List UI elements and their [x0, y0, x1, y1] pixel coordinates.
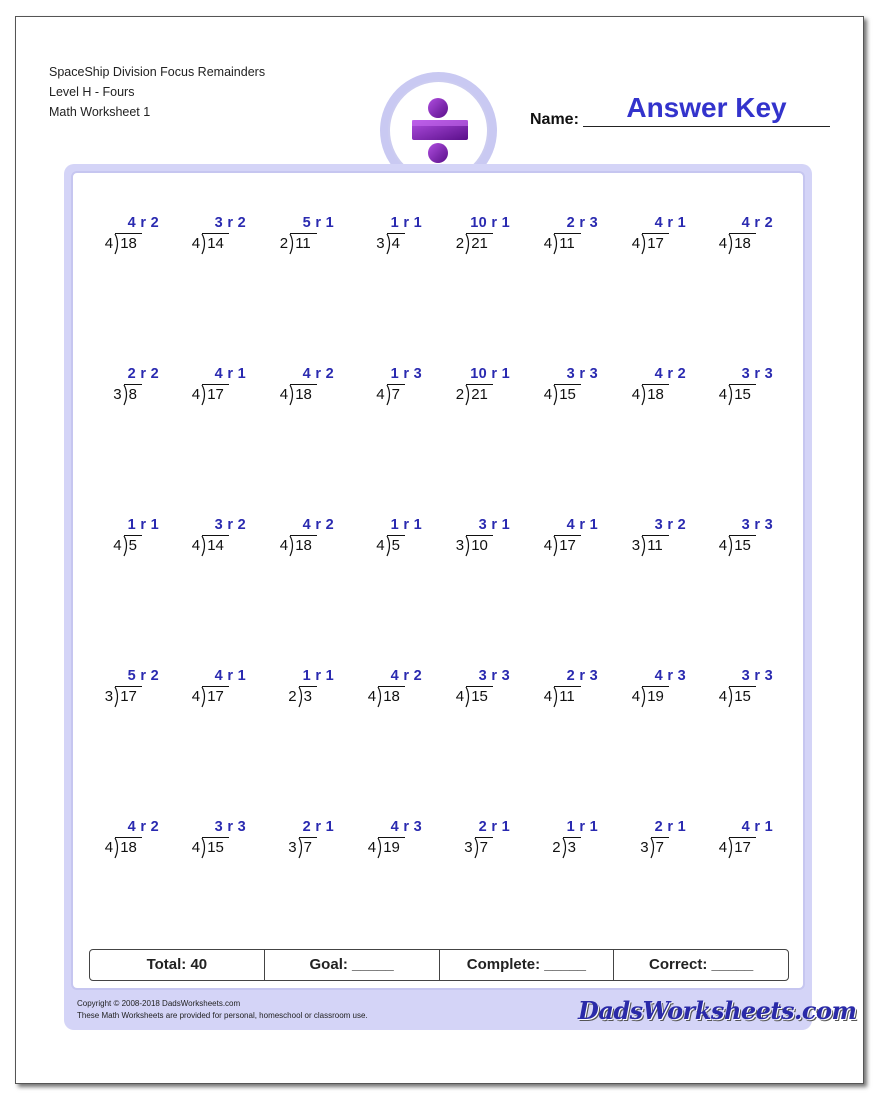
usage-line: These Math Worksheets are provided for personal, homeschool or classroom use. [77, 1011, 368, 1020]
dividend: 5 [128, 537, 137, 554]
brand-logo: DadsWorksheets.com [578, 996, 857, 1025]
dividend: 17 [207, 386, 224, 403]
quotient-answer: 2 r 3 [566, 668, 598, 684]
dividend: 15 [471, 688, 488, 705]
dividend: 18 [295, 537, 312, 554]
divisor: 4 [113, 537, 122, 554]
dividend: 11 [295, 235, 311, 252]
divisor: 4 [718, 839, 728, 856]
quotient-answer: 3 r 1 [478, 517, 510, 533]
quotient-answer: 4 r 2 [127, 819, 159, 835]
dividend: 17 [559, 537, 576, 554]
quotient-answer: 3 r 3 [741, 668, 773, 684]
dividend: 11 [559, 688, 575, 705]
quotient-answer: 5 r 1 [302, 215, 334, 231]
dividend: 19 [383, 839, 400, 856]
problems-frame [64, 164, 857, 1030]
quotient-answer: 1 r 1 [566, 819, 598, 835]
quotient-answer: 1 r 1 [127, 517, 159, 533]
copyright-line: Copyright © 2008-2018 DadsWorksheets.com [77, 999, 241, 1008]
copyright [77, 998, 368, 1022]
divisor: 2 [279, 235, 289, 252]
dividend: 18 [120, 839, 137, 856]
quotient-answer: 4 r 2 [654, 366, 686, 382]
quotient-answer: 2 r 3 [566, 215, 598, 231]
dividend: 11 [647, 537, 663, 554]
dividend: 3 [303, 688, 312, 705]
dividend: 14 [207, 235, 224, 252]
dividend: 21 [471, 386, 488, 403]
name-label: Name: [530, 111, 579, 128]
dividend: 5 [391, 537, 400, 554]
quotient-answer: 2 r 2 [127, 366, 159, 382]
quotient-answer: 4 r 1 [214, 366, 246, 382]
divisor: 4 [104, 839, 114, 856]
quotient-answer: 1 r 1 [390, 517, 422, 533]
divisor: 4 [543, 386, 553, 403]
dividend: 7 [303, 839, 312, 856]
dividend: 15 [734, 386, 751, 403]
quotient-answer: 5 r 2 [127, 668, 159, 684]
dividend: 11 [559, 235, 575, 252]
dividend: 17 [734, 839, 751, 856]
divisor: 2 [552, 839, 561, 856]
total-cell: Total: 40 [90, 950, 265, 980]
worksheet-title: SpaceShip Division Focus Remainders [49, 65, 266, 79]
quotient-answer: 2 r 1 [478, 819, 510, 835]
divisor: 4 [191, 537, 201, 554]
dividend: 15 [734, 688, 751, 705]
quotient-answer: 4 r 1 [214, 668, 246, 684]
quotient-answer: 2 r 1 [654, 819, 686, 835]
divisor: 3 [631, 537, 641, 554]
dividend: 15 [734, 537, 751, 554]
quotient-answer: 4 r 3 [654, 668, 686, 684]
correct-cell: Correct: _____ [649, 956, 754, 973]
dividend: 7 [655, 839, 664, 856]
quotient-answer: 4 r 2 [302, 517, 334, 533]
divisor: 3 [104, 688, 114, 705]
quotient-answer: 4 r 2 [741, 215, 773, 231]
quotient-answer: 4 r 3 [390, 819, 422, 835]
worksheet-level: Level H - Fours [49, 85, 135, 99]
quotient-answer: 1 r 1 [302, 668, 334, 684]
divisor: 4 [543, 688, 553, 705]
dividend: 18 [383, 688, 400, 705]
quotient-answer: 3 r 3 [214, 819, 246, 835]
divisor: 3 [113, 386, 122, 403]
divisor: 3 [640, 839, 649, 856]
dividend: 15 [207, 839, 224, 856]
dividend: 7 [391, 386, 400, 403]
dividend: 8 [128, 386, 137, 403]
dividend: 21 [471, 235, 488, 252]
divisor: 3 [288, 839, 297, 856]
divisor: 3 [376, 235, 385, 252]
quotient-answer: 1 r 3 [390, 366, 422, 382]
divisor: 4 [455, 688, 465, 705]
divisor: 4 [191, 839, 201, 856]
dividend: 18 [295, 386, 312, 403]
quotient-answer: 3 r 3 [741, 517, 773, 533]
goal-cell: Goal: _____ [265, 950, 440, 980]
divisor: 4 [367, 688, 377, 705]
dividend: 10 [471, 537, 488, 554]
dividend: 19 [647, 688, 664, 705]
dividend: 18 [120, 235, 137, 252]
problems-panel [71, 171, 805, 990]
divisor: 4 [279, 386, 289, 403]
quotient-answer: 10 r 1 [470, 366, 510, 382]
quotient-answer: 2 r 1 [302, 819, 334, 835]
divisor: 4 [543, 235, 553, 252]
quotient-answer: 3 r 3 [566, 366, 598, 382]
dividend: 7 [479, 839, 488, 856]
quotient-answer: 4 r 2 [127, 215, 159, 231]
divisor: 4 [631, 688, 641, 705]
dividend: 4 [391, 235, 400, 252]
divisor: 4 [279, 537, 289, 554]
divisor: 4 [191, 688, 201, 705]
worksheet-header [49, 62, 265, 122]
dividend: 14 [207, 537, 224, 554]
divisor: 4 [718, 386, 728, 403]
divisor: 4 [631, 235, 641, 252]
quotient-answer: 3 r 3 [741, 366, 773, 382]
name-field [583, 88, 830, 127]
divisor: 2 [288, 688, 297, 705]
worksheet-number: Math Worksheet 1 [49, 105, 151, 119]
dividend: 15 [559, 386, 576, 403]
dividend: 17 [207, 688, 224, 705]
dividend: 17 [647, 235, 664, 252]
dividend: 3 [567, 839, 576, 856]
quotient-answer: 1 r 1 [390, 215, 422, 231]
dividend: 17 [120, 688, 137, 705]
divisor: 2 [455, 235, 465, 252]
quotient-answer: 4 r 2 [390, 668, 422, 684]
divisor: 4 [104, 235, 114, 252]
divisor: 4 [718, 688, 728, 705]
quotient-answer: 4 r 2 [302, 366, 334, 382]
quotient-answer: 10 r 1 [470, 215, 510, 231]
quotient-answer: 4 r 1 [741, 819, 773, 835]
quotient-answer: 4 r 1 [566, 517, 598, 533]
quotient-answer: 4 r 1 [654, 215, 686, 231]
complete-cell: Complete: _____ [440, 950, 615, 980]
quotient-answer: 3 r 3 [478, 668, 510, 684]
dividend: 18 [734, 235, 751, 252]
divisor: 2 [455, 386, 465, 403]
quotient-answer: 3 r 2 [214, 215, 246, 231]
name-value: Answer Key [626, 92, 787, 123]
divisor: 4 [718, 235, 728, 252]
divisor: 3 [455, 537, 465, 554]
divisor: 4 [543, 537, 553, 554]
divisor: 4 [631, 386, 641, 403]
quotient-answer: 3 r 2 [214, 517, 246, 533]
divisor: 4 [191, 386, 201, 403]
quotient-answer: 3 r 2 [654, 517, 686, 533]
divisor: 4 [718, 537, 728, 554]
divisor: 4 [376, 537, 385, 554]
divisor: 4 [367, 839, 377, 856]
score-bar [89, 949, 789, 981]
dividend: 18 [647, 386, 664, 403]
divisor: 4 [376, 386, 385, 403]
divisor: 4 [191, 235, 201, 252]
divisor: 3 [464, 839, 473, 856]
